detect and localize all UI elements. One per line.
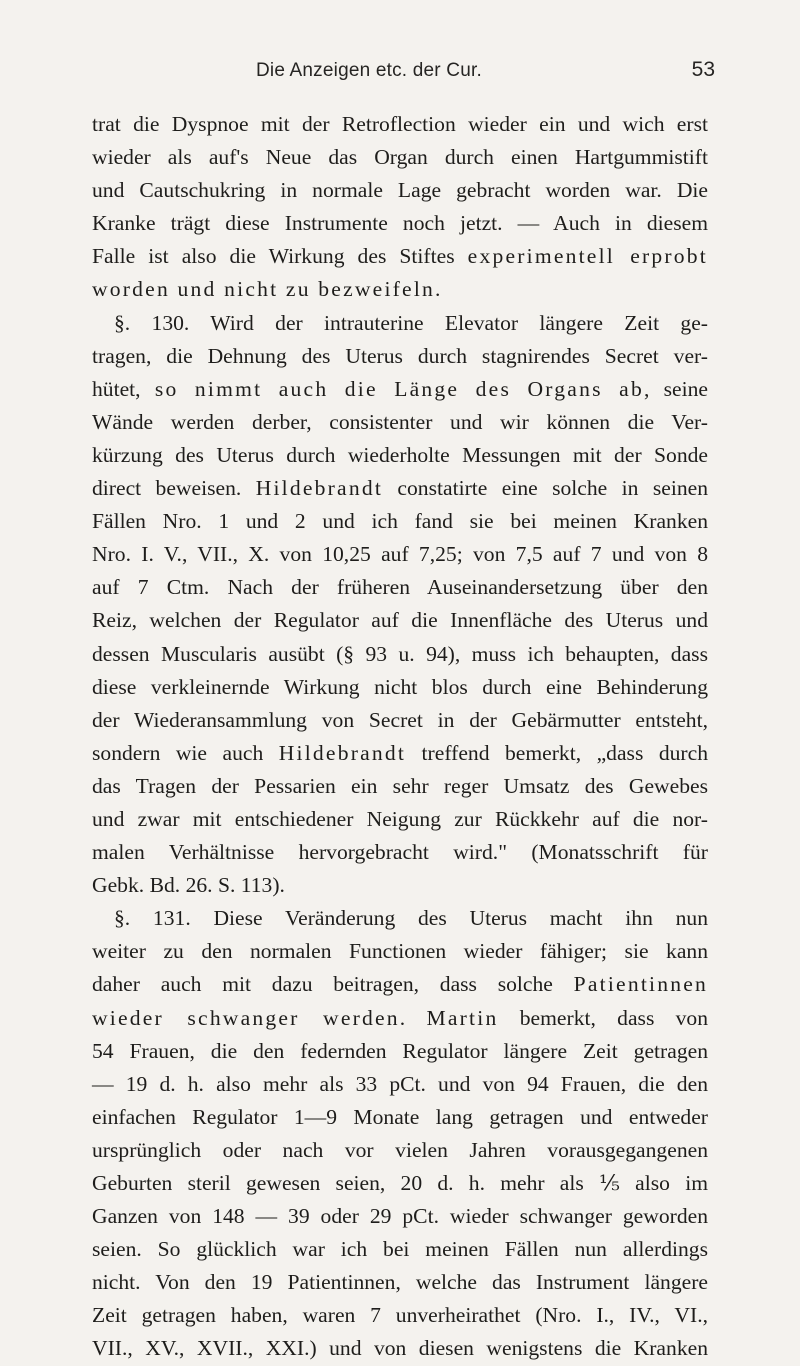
text-line — [92, 141, 708, 174]
text-line — [92, 538, 708, 571]
text-segment: treffend bemerkt, „dass durch — [406, 740, 708, 765]
text-segment: daher auch mit dazu beitragen, dass solche — [92, 972, 574, 997]
text-line — [92, 1233, 708, 1266]
spaced-emphasis: experimentell erprobt — [467, 244, 709, 269]
spaced-emphasis: so nimmt auch die Länge des Organs ab — [154, 376, 644, 401]
text-segment: Geburten steril gewesen seien, 20 d. h. mehr als ⅕ also im — [92, 1171, 708, 1195]
text-segment: Wände werden derber, consistenter und wir können die Ver- — [92, 409, 708, 434]
text-segment: diese verkleinernde Wirkung nicht blos durch eine Behinderung — [92, 674, 708, 699]
text-segment: und Cautschukring in normale Lage gebracht worden war. Die — [92, 178, 708, 203]
text-line — [92, 406, 708, 439]
text-line — [92, 108, 708, 141]
text-line — [92, 737, 708, 770]
text-line — [92, 307, 708, 340]
text-line — [92, 207, 708, 240]
text-line — [92, 373, 708, 406]
text-line — [92, 836, 708, 869]
spaced-emphasis: Martin — [426, 1005, 499, 1030]
text-segment: dessen Muscularis ausübt (§ 93 u. 94), muss ich behaupten, dass — [92, 641, 708, 666]
text-segment: sondern wie auch — [92, 740, 279, 765]
text-line — [92, 472, 708, 505]
text-line — [92, 935, 708, 968]
text-segment: 54 Frauen, die den federnden Regulator längere Zeit getragen — [92, 1038, 708, 1063]
text-line — [92, 1134, 708, 1167]
text-line — [92, 1167, 708, 1200]
spaced-emphasis: Patientinnen — [573, 972, 708, 997]
text-segment: Falle ist also die Wirkung des Stiftes — [92, 244, 468, 269]
spaced-emphasis: worden und nicht zu bezweifeln. — [92, 277, 443, 302]
text-line — [92, 1299, 708, 1332]
body-text — [92, 108, 708, 1366]
text-segment: und zwar mit entschiedener Neigung zur Rückkehr auf die nor- — [92, 806, 708, 831]
text-line — [92, 1332, 708, 1365]
text-line — [92, 968, 708, 1001]
text-segment: §. 131. Diese Veränderung des Uterus macht ihn nun — [114, 906, 708, 931]
text-line — [92, 174, 708, 207]
text-line — [92, 704, 708, 737]
text-line — [92, 770, 708, 803]
text-segment: das Tragen der Pessarien ein sehr reger Umsatz des Gewebes — [92, 773, 708, 798]
text-segment: einfachen Regulator 1—9 Monate lang getragen und entweder — [92, 1104, 708, 1129]
text-segment: ursprünglich oder nach vor vielen Jahren vorausgegangenen — [92, 1137, 708, 1162]
text-segment: seien. So glücklich war ich bei meinen Fällen nun allerdings — [92, 1237, 708, 1262]
text-segment: hütet, — [92, 376, 155, 401]
text-segment: weiter zu den normalen Functionen wieder fähiger; sie kann — [92, 939, 708, 964]
spaced-emphasis: Hildebrandt — [278, 740, 407, 765]
text-segment: bemerkt, dass von — [498, 1005, 709, 1030]
text-line — [92, 902, 708, 935]
text-segment: direct beweisen. — [92, 476, 256, 501]
text-line — [92, 638, 708, 671]
text-line — [92, 1200, 708, 1233]
text-segment: VII., XV., XVII., XXI.) und von diesen wenigstens die Kranken — [92, 1336, 708, 1361]
text-line — [92, 439, 708, 472]
page-header — [0, 58, 800, 88]
text-segment: §. 130. Wird der intrauterine Elevator längere Zeit ge- — [114, 310, 708, 335]
text-segment: . — [399, 1005, 427, 1030]
text-line — [92, 1002, 708, 1035]
text-line — [92, 803, 708, 836]
text-segment: Ganzen von 148 — 39 oder 29 pCt. wieder schwanger geworden — [92, 1204, 708, 1229]
text-segment: malen Verhältnisse hervorgebracht wird." (Monatsschrift für — [92, 840, 708, 865]
text-segment: constatirte eine solche in seinen — [383, 476, 708, 501]
text-line — [92, 1035, 708, 1068]
spaced-emphasis: Hildebrandt — [255, 476, 384, 501]
text-segment: Gebk. Bd. 26. S. 113). — [92, 873, 285, 898]
text-line — [92, 240, 708, 273]
page-number: 53 — [691, 58, 715, 81]
text-line — [92, 273, 708, 306]
text-segment: tragen, die Dehnung des Uterus durch stagnirendes Secret ver- — [92, 343, 708, 368]
text-segment: Nro. I. V., VII., X. von 10,25 auf 7,25; von 7,5 auf 7 und von 8 — [92, 542, 708, 567]
running-title: Die Anzeigen etc. der Cur. — [256, 60, 482, 81]
text-line — [92, 1266, 708, 1299]
text-segment: Kranke trägt diese Instrumente noch jetzt. — Auch in diesem — [92, 211, 708, 236]
text-line — [92, 340, 708, 373]
spaced-emphasis: wieder schwanger werden — [92, 1005, 400, 1030]
text-line — [92, 1101, 708, 1134]
text-line — [92, 869, 708, 902]
text-segment: wieder als auf's Neue das Organ durch einen Hartgummistift — [92, 145, 708, 170]
text-line — [92, 571, 708, 604]
text-segment: nicht. Von den 19 Patientinnen, welche das Instrument längere — [92, 1270, 708, 1295]
text-segment: — 19 d. h. also mehr als 33 pCt. und von 94 Frauen, die den — [92, 1071, 708, 1096]
text-line — [92, 505, 708, 538]
text-segment: Zeit getragen haben, waren 7 unverheirathet (Nro. I., IV., VI., — [92, 1303, 708, 1328]
text-line — [92, 671, 708, 704]
text-segment: trat die Dyspnoe mit der Retroflection wieder ein und wich erst — [92, 112, 708, 136]
text-segment: der Wiederansammlung von Secret in der Gebärmutter entsteht, — [92, 707, 708, 732]
text-line — [92, 1068, 708, 1101]
text-line — [92, 604, 708, 637]
text-segment: auf 7 Ctm. Nach der früheren Auseinandersetzung über den — [92, 575, 708, 600]
text-segment: , seine — [643, 376, 708, 401]
text-segment: kürzung des Uterus durch wiederholte Messungen mit der Sonde — [92, 442, 708, 467]
text-segment: Fällen Nro. 1 und 2 und ich fand sie bei meinen Kranken — [92, 509, 708, 534]
text-segment: Reiz, welchen der Regulator auf die Innenfläche des Uterus und — [92, 608, 708, 633]
